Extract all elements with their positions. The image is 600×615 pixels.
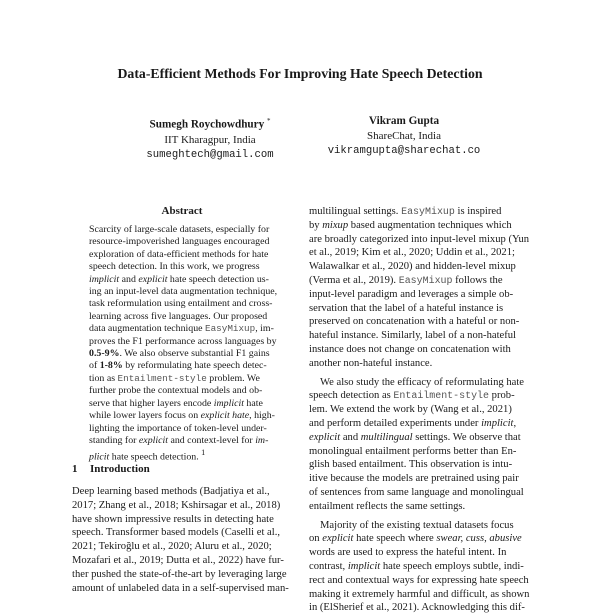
code-term: Entailment-style [117, 372, 207, 384]
text-line: ing an input-level data augmentation technique, [89, 286, 278, 298]
author-affiliation: IIT Kharagpur, India [164, 133, 256, 146]
paper-title: Data-Efficient Methods For Improving Hate Speech Detection [117, 66, 483, 81]
italic-term: mixup [322, 219, 349, 231]
abstract-body [89, 224, 278, 464]
text-line: 0.5-9%. We also observe substantial F1 gains [89, 348, 270, 360]
text-line: task reformulation using entailment and cross- [89, 298, 273, 310]
code-term: EasyMixup [401, 206, 455, 217]
text-line: of sentences from same language and monolingual [309, 486, 524, 498]
text-line: multilingual settings. EasyMixup is inspired [309, 206, 502, 217]
text-line: while lower layers focus on explicit hate, high- [89, 410, 275, 422]
text-line: preserved on concatenation with a hateful or non- [309, 316, 520, 328]
text-line: proves the F1 performance across languages by [89, 335, 277, 347]
abstract-heading: Abstract [161, 205, 203, 217]
text-line: of 1-8% by reformulating hate speech detec- [89, 360, 267, 372]
text-line: data augmentation technique EasyMixup, im- [89, 323, 274, 335]
text-line: rect and contextual ways for expressing hate speech [309, 574, 529, 586]
bold-term: 1-8% [99, 360, 123, 372]
text-line: 2017; Zhang et al., 2018; Kshirsagar et al., 2018) [72, 499, 281, 511]
author-name: Sumegh Roychowdhury * [149, 117, 271, 131]
text-line: exploration of data-efficient methods for hate [89, 248, 269, 260]
italic-term: explicit [309, 431, 341, 443]
text-line: (Verma et al., 2019). EasyMixup follows the [309, 274, 503, 286]
author-email: sumeghtech@gmail.com [146, 148, 274, 161]
text-line: speech. Transformer based models (Caselli et al., [72, 527, 281, 539]
text-line: learning across five languages. Our proposed [89, 310, 268, 322]
text-line: in (ElSherief et al., 2021). Acknowledging this dif- [309, 602, 525, 614]
text-line: speech detection as Entailment-style prob- [309, 390, 515, 402]
italic-term: im- [255, 434, 269, 446]
text-line: Deep learning based methods (Badjatiya et al., [72, 486, 270, 497]
text-line: entailment reflects the same settings. [309, 500, 466, 512]
text-line: speech detection. In this work, we progress [89, 261, 260, 273]
text-line: tion as Entailment-style problem. We [89, 372, 260, 384]
text-line: input-level paradigm and leverages a simple ob- [309, 288, 514, 300]
text-line: making it extremely harmful and difficult, as shown [309, 588, 530, 600]
left-column-text [72, 485, 294, 595]
footnote-mark: 1 [201, 448, 206, 458]
right-column-text [309, 205, 531, 615]
italic-term: explicit hate [200, 410, 250, 422]
text-line: have shown impressive results in detecting hate [72, 513, 274, 525]
text-line: hateful instance. Similarly, label of a non-hateful [309, 330, 516, 342]
text-line: et al., 2019; Kim et al., 2020; Uddin et al., 2021; [309, 247, 515, 259]
text-line: and perform detailed experiments under implicit, [309, 417, 517, 429]
italic-term: multilingual [360, 431, 413, 443]
text-line: Walawalkar et al., 2020) and hidden-level mixup [309, 261, 516, 273]
text-line: further probe the contextual models and ob- [89, 385, 263, 397]
text-line: plicit hate speech detection. $^1$ [89, 448, 206, 463]
text-line: explicit and multilingual settings. We observe that [309, 431, 521, 443]
section-number: 1 [72, 463, 78, 475]
bold-term: 0.5-9% [89, 348, 120, 360]
text-line: amount of unlabeled data in a self-supervised man- [72, 582, 289, 594]
author-block-2 [304, 114, 504, 159]
text-line: Scarcity of large-scale datasets, especially for [89, 224, 270, 235]
text-line: 2021; Tekiroğlu et al., 2020; Aluru et al., 2020; [72, 541, 272, 553]
code-term: Entailment-style [393, 390, 489, 402]
text-line: monolingual entailment performs better than En- [309, 445, 517, 457]
italic-term: explicit [322, 533, 354, 545]
italic-term: implicit [213, 397, 244, 409]
italic-term: swear, cuss, abusive [436, 533, 522, 545]
italic-term: explicit [138, 434, 168, 446]
text-line: glish based entailment. This observation is intu- [309, 459, 513, 471]
text-line: itive because the models are pretrained using pair [309, 473, 519, 485]
code-term: EasyMixup [205, 323, 256, 335]
author-footnote-mark: * [267, 117, 271, 125]
text-line: by mixup based augmentation techniques which [309, 219, 512, 231]
author-affiliation: ShareChat, India [367, 130, 441, 142]
text-line: resource-impoverished languages encouraged [89, 236, 270, 248]
section-heading [72, 463, 150, 475]
text-line: words are used to express the hateful intent. In [309, 547, 507, 559]
text-line: Majority of the existing textual datasets focus [320, 519, 514, 531]
italic-term: explicit [138, 273, 168, 285]
text-line: lem. We extend the work by (Wang et al., 2021) [309, 404, 512, 416]
text-line: servation that the label of a hateful instance is [309, 302, 504, 314]
text-line: lighting the importance of token-level under- [89, 422, 267, 434]
section-title: Introduction [90, 463, 150, 475]
author-name: Vikram Gupta [368, 115, 440, 127]
text-line: implicit and explicit hate speech detection us- [89, 273, 269, 285]
text-line: are broadly categorized into input-level mixup (Yun [309, 233, 530, 245]
text-line: instance does not change on concatenation with [309, 343, 511, 355]
text-line: serve that higher layers encode implicit hate [89, 397, 263, 409]
italic-term: implicit [481, 417, 514, 429]
text-line: Mozafari et al., 2019; Dutta et al., 2022) have fur- [72, 554, 284, 566]
italic-term: implicit [89, 273, 120, 285]
text-line: contrast, implicit hate speech employs subtle, indi- [309, 560, 524, 572]
text-line: ther pushed the state-of-the-art by leveraging large [72, 568, 287, 580]
author-email: vikramgupta@sharechat.co [327, 145, 481, 157]
italic-term: implicit [347, 560, 381, 572]
text-line: standing for explicit and context-level for im- [89, 434, 269, 446]
text-line: We also study the efficacy of reformulating hate [320, 376, 524, 388]
author-block-1 [110, 114, 310, 163]
italic-term: plicit [89, 451, 110, 463]
text-line: on explicit hate speech where swear, cuss, abusive [309, 533, 522, 545]
text-line: another non-hateful instance. [309, 357, 433, 369]
code-term: EasyMixup [398, 274, 453, 286]
